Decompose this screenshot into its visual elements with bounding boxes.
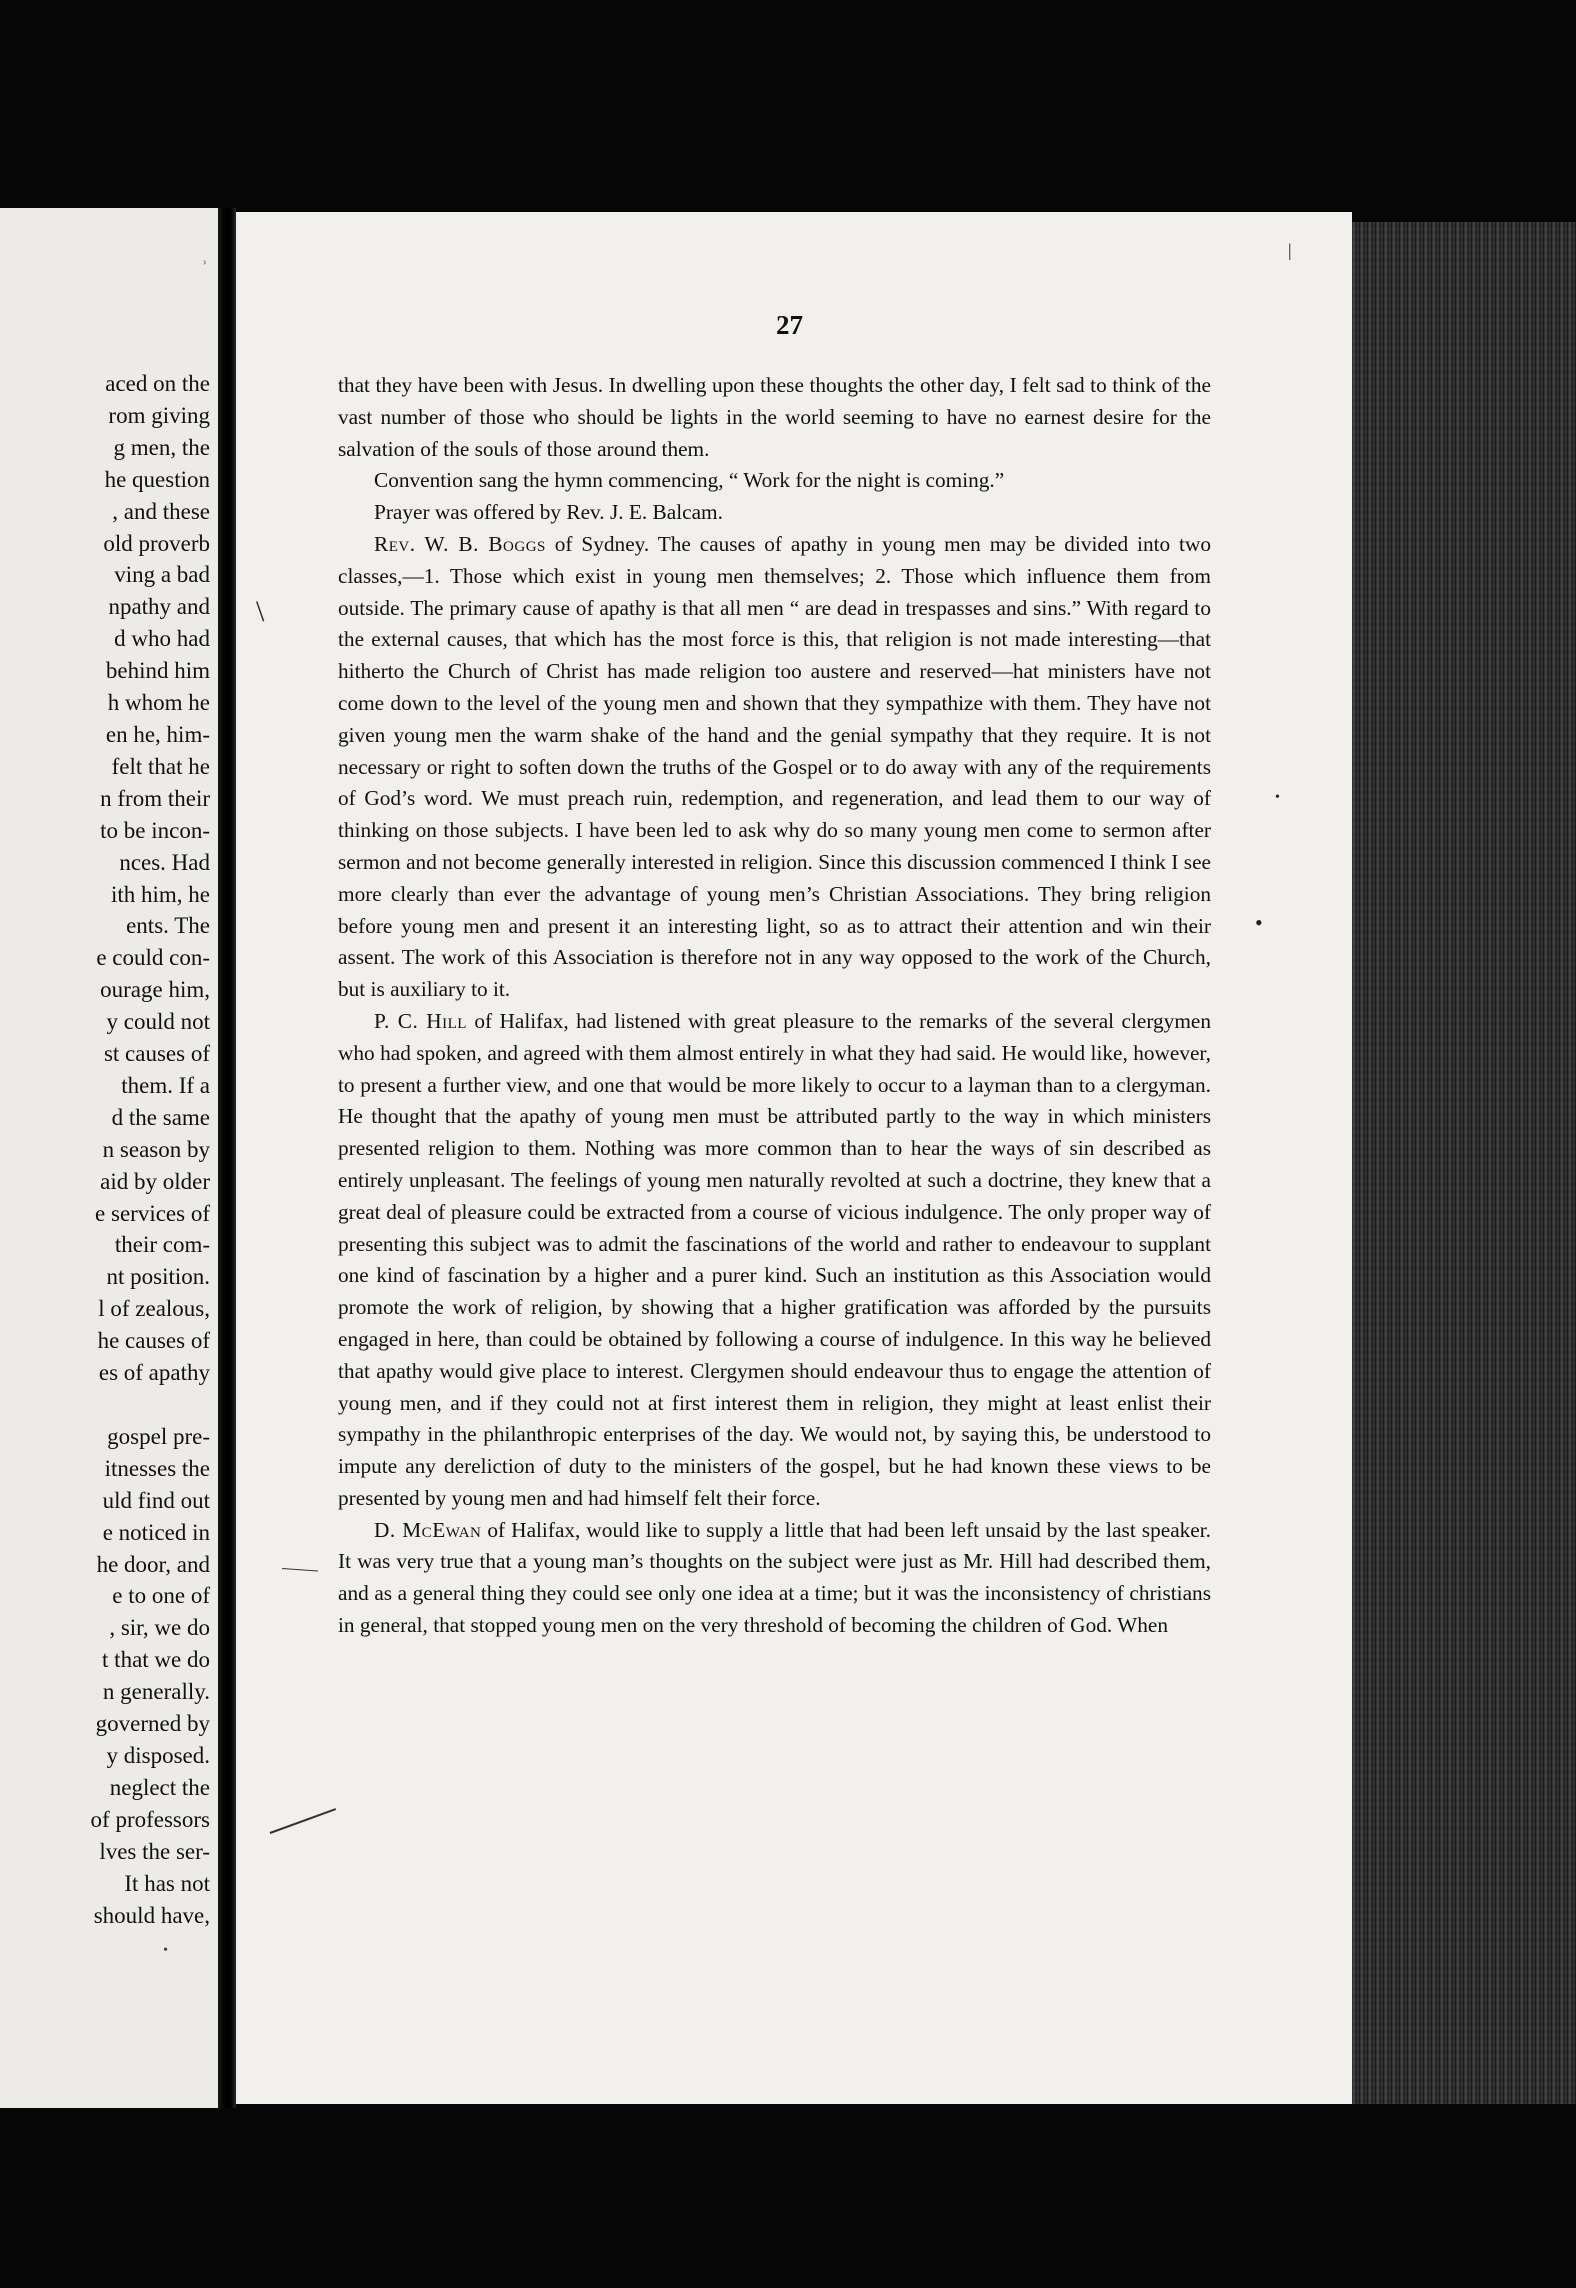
paragraph <box>338 529 1211 1006</box>
left-page-line: ents. The <box>126 913 210 939</box>
left-page-line: ving a bad <box>114 562 210 588</box>
ink-speck: • <box>1255 910 1263 935</box>
body-text <box>338 370 1211 1642</box>
left-page-line: , and these <box>112 498 210 524</box>
left-page-line: y disposed. <box>106 1742 210 1768</box>
left-page-line: ith him, he <box>110 881 210 907</box>
left-page-line: uld find out <box>102 1487 210 1513</box>
left-page-line: governed by <box>95 1711 210 1737</box>
left-page-line: old proverb <box>103 530 210 556</box>
page-number: 27 <box>776 310 803 340</box>
left-page-line: e could con- <box>96 945 210 971</box>
left-page-line: st causes of <box>103 1041 210 1067</box>
ink-speck: • <box>163 1943 168 1958</box>
left-page-line: , sir, we do <box>109 1615 210 1641</box>
left-page-line: npathy and <box>108 594 210 620</box>
left-page-line: itnesses the <box>104 1455 210 1481</box>
speaker-name: P. C. Hill <box>374 1008 467 1033</box>
left-page-line: he door, and <box>96 1551 210 1577</box>
paragraph-text: of Halifax, would like to supply a little that had been left unsaid by the last speaker. It was very true that a young man’s thoughts on the subject were just as Mr. Hill had described them, and as a general thing they could see only one idea at a time; but it was the inconsistency of christians in general, that stopped young men on the very threshold of becoming the children of God. When <box>338 1517 1211 1638</box>
left-page-line: lves the ser- <box>99 1838 210 1864</box>
paragraph <box>338 497 1211 529</box>
ink-speck: • <box>1275 790 1280 805</box>
paragraph <box>338 1006 1211 1515</box>
left-page-line: of professors <box>90 1806 210 1832</box>
left-page-line: es of apathy <box>98 1360 210 1386</box>
paragraph <box>338 465 1211 497</box>
left-page-line: behind him <box>105 658 210 684</box>
left-page-line: g men, the <box>113 434 210 460</box>
left-page-line: n season by <box>102 1136 210 1162</box>
left-page-line: l of zealous, <box>98 1296 210 1322</box>
left-page-line: nt position. <box>106 1264 210 1290</box>
left-page-line <box>91 1389 210 1421</box>
paragraph <box>338 1515 1211 1642</box>
paragraph-text: Prayer was offered by Rev. J. E. Balcam. <box>374 500 723 525</box>
margin-mark: \ <box>256 595 265 628</box>
left-page-line: n from their <box>100 785 210 811</box>
left-page-line: e services of <box>95 1200 210 1226</box>
left-page-line: he causes of <box>97 1328 210 1354</box>
left-page-line: h whom he <box>107 690 210 716</box>
left-page-line: n generally. <box>102 1679 210 1705</box>
left-page-line: It has not <box>124 1870 210 1896</box>
left-page-line: should have, <box>93 1902 210 1928</box>
left-page-line: he question <box>104 466 210 492</box>
left-page-line: d who had <box>114 626 210 652</box>
left-page-line: nces. Had <box>119 849 210 875</box>
book-gutter <box>218 208 236 2108</box>
paragraph-text: that they have been with Jesus. In dwelling upon these thoughts the other day, I felt sad to think of the vast number of those who should be lights in the world seeming to have no earnest desire for the salvation of the souls of those around them. <box>338 373 1211 461</box>
left-page-text <box>91 368 210 1931</box>
page-mark: ʾ <box>201 258 208 280</box>
paragraph-text: of Sydney. The causes of apathy in young men may be divided into two classes,—1. Those which exist in young men themselves; 2. Those which influence them from outside. The primary cause of apathy is that all men “ are dead in trespasses and sins.” With regard to the external causes, that which has the most force is this, that religion is not made interesting—that hitherto the Church of Christ has made religion too austere and reserved—hat ministers have not come down to the level of the young men and shown that they sympathize with them. They have not given young men the warm shake of the hand and the genial sympathy that they require. It is not necessary or right to soften down the truths of the Gospel or to do away with any of the requirements of God’s word. We must preach ruin, redemption, and regeneration, and lead them to our way of thinking on those subjects. I have been led to ask why do so many young men come to sermon after sermon and not become generally interested in religion. Since this discussion commenced I think I see more clearly than ever the advantage of young men’s Christian Associations. They bring religion before young men and present it an interesting light, so as to attract their attention and win their assent. The work of this Association is therefore not in any way opposed to the work of the Church, but is auxiliary to it. <box>338 531 1212 1002</box>
left-page-line: ourage him, <box>100 977 210 1003</box>
paragraph-text: of Halifax, had listened with great pleasure to the remarks of the several clergymen who had spoken, and agreed with them almost entirely in what they had said. He would like, however, to present a further view, and one that would be more likely to occur to a layman than to a clergyman. He thought that the apathy of young men must be attributed partly to the way in which ministers presented religion to them. Nothing was more common than to hear the ways of sin described as entirely unpleasant. The feelings of young men naturally revolted at such a doctrine, they knew that a great deal of pleasure could be extracted from a course of vicious indulgence. The only proper way of presenting this subject was to admit the fascinations of the world and rather to endeavour to supplant one kind of fascination by a higher and a purer kind. Such an institution as this Association would promote the work of religion, by showing that a higher gratification was afforded by the pursuits engaged in here, than could be obtained by following a course of indulgence. In this way he believed that apathy would give place to interest. Clergymen should endeavour thus to engage the attention of young men, and if they could not at first interest them in religion, they might at least enlist their sympathy in the philanthropic enterprises of the day. We would not, by saying this, be understood to impute any dereliction of duty to the ministers of the gospel, but he had known these views to be presented by young men and had himself felt their force. <box>338 1008 1211 1510</box>
left-page-line: t that we do <box>102 1647 210 1673</box>
left-page-line: to be incon- <box>100 817 210 843</box>
left-page-line: d the same <box>111 1104 210 1130</box>
left-page-line: rom giving <box>108 402 210 428</box>
left-page-line: e to one of <box>112 1583 210 1609</box>
left-page <box>0 208 218 2108</box>
left-page-line: e noticed in <box>102 1519 210 1545</box>
ink-speck: | <box>1288 240 1292 260</box>
left-page-line: them. If a <box>121 1072 210 1098</box>
left-page-line: their com- <box>114 1232 210 1258</box>
left-page-line: aid by older <box>100 1168 210 1194</box>
left-page-line: y could not <box>106 1009 210 1035</box>
speaker-name: D. McEwan <box>374 1517 482 1542</box>
paragraph-text: Convention sang the hymn commencing, “ Work for the night is coming.” <box>374 468 1005 493</box>
page-edges <box>1352 222 1576 2104</box>
left-page-line: en he, him- <box>105 721 210 747</box>
left-page-line: neglect the <box>109 1774 210 1800</box>
speaker-name: Rev. W. B. Boggs <box>374 531 546 556</box>
left-page-line: felt that he <box>111 753 210 779</box>
left-page-line: aced on the <box>105 371 210 396</box>
paragraph <box>338 370 1211 465</box>
left-page-line: gospel pre- <box>107 1423 210 1449</box>
